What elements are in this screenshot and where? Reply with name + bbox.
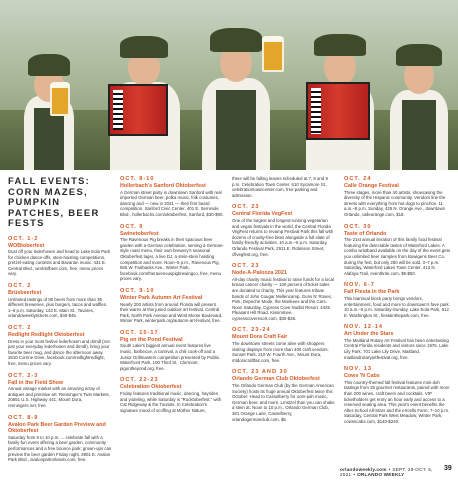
column-1 [8,176,112,469]
festival-photo [0,0,458,170]
event-date: OCT. 9 [120,223,144,230]
event-description: The downtown streets come alive with shoppers visiting displays from more than 400 craft vendors. Sunset Park, 210 W. Fourth Ave., Mount Dora, mtdoracraftfair.com, free. [232,341,329,363]
footer-paper: ORLANDO WEEKLY [357,472,405,477]
event-description: Dress in your most festive lederhosen and dirndl (not just your everyday lederhosen and dirndl), bring your favorite beer mug, and dance the afternoon away. 2810 Corrine Drive, facebook.com/redlightredlight, free, menu prices vary. [8,338,110,366]
event-title: Pig on the Pond Festival [120,336,183,343]
section-heading: FALL EVENTS: CORN MAZES, PUMPKIN PATCHES, BEER FESTS [8,175,100,228]
event-description: Dust off your lederhosen and head to Lake Eola Park for chicken dance-offs, stein-hoisting competitions, pretzel-eating contests and Bavarian music. 431 E. Central Blvd., worldofbeer.com, free, menu prices vary. [8,249,111,277]
event-description: South Lake's biggest annual event features live music, barbecue, a carnival, a chili cook-off and a Junior Grillmasters competition presented by Publix. Waterfront Park, 100 Third St., Clermont, pigonthepond.org, free. [120,343,221,371]
event-date: OCT. 1-2 [8,235,39,242]
event-description: Annual vintage market with an amazing array of antiques and primitive art. Renninger's Twin Markets, 20651 U.S. Highway 441, Mount Dora, renningers.net, free. [8,386,110,408]
column-2 [120,176,224,419]
event-entry [8,373,112,409]
event-date: OCT. 2 [8,283,32,290]
event-date: NOV. 6-7 [344,282,375,289]
event-entry [8,283,112,319]
event-date: OCT. 30 [344,223,372,230]
event-date: OCT. 8-9 [8,414,39,421]
event-title: Mount Dora Craft Fair [232,334,288,341]
event-title: Cows 'N Cabs [344,373,380,380]
event-title: Fall Fiesta in the Park [344,289,400,296]
event-title: Winter Park Autumn Art Festival [120,294,203,301]
event-title: Avalon Park Beer Garden Preview and Oktoberfest [8,421,106,435]
event-date: OCT. 8-10 [120,176,155,182]
event-title: Taste of Orlando [344,230,387,237]
event-title: Art Under the Stars [344,331,394,338]
event-title: Redlight Redlight Oktoberfest [8,332,85,339]
event-entry [8,325,112,367]
event-description: Three stages, more than 40 artists, showcasing the diversity of the Hispanic community. Vendors line the streets with everything from hot dogs to pinchos. 11 a.m.–8 p.m. Sunday, 425 N. Orange Ave., downtown Orlando, calleorange.com, $18. [344,189,446,217]
event-title: Orlando German Club Oktoberfest [232,376,320,383]
event-date: OCT. 2-3 [8,372,39,379]
event-title: Celebration Oktoberfest [120,384,182,391]
event-description: This biannual block party brings vendors, entertainment, food and more to downtown's fave park. 10 a.m.–5 p.m. Saturday-Sunday, Lake Eola Park, 512 E. Washington St., fiestainthepark.com, free. [344,295,450,318]
event-title: Central Florida VegFest [232,211,293,218]
beer-mug-raised [262,40,284,72]
event-entry [8,236,112,278]
event-title: Calle Orange Festival [344,183,399,189]
event-title: Brüsbeerfest [8,290,42,297]
event-entry [120,224,224,282]
event-entry [232,369,336,422]
accordion-icon [108,84,168,136]
event-entry [344,176,450,218]
photo-man-right [386,40,452,170]
event-description: The Maitland Rotary Art Festival has been entertaining Central Florida residents and visitors since 1976. Lake Lily Park, 701 Lake Lily Drive, Maitland, maitlandrotaryartfestival.org, free. [344,337,449,360]
event-title: Swinetoberfest [120,230,159,237]
event-entry [232,204,336,257]
event-date: NOV. 12-14 [344,324,384,331]
event-title: WOBtoberfest [8,242,45,249]
event-date: NOV. 13 [344,366,372,373]
event-entry [8,415,112,463]
event-entry [232,176,336,198]
event-description: Saturday from 5 to 10 p.m. ... celebrate fall with a family-fun event offering a beer garden, community performances and a free bounce park; grown-ups can preview the beer garden Friday night. 3801 E. Avalon Park Blvd., avalonparkorlando.com, free. [8,434,112,463]
page-footer: orlandoweekly.com • SEPT. 29-OCT. 5, 2021 • ORLANDO WEEKLY [340,467,433,477]
event-date: OCT. 9-10 [120,287,155,294]
event-description: This country-themed fall festival features mini-doh tastings from 25 gourmet restaurants, paired with more than 200 wines, craft beers and cocktails. VIP ticketholders get entry an hour early and access to a reserved seating area. This year's event benefits the After-School All-Stars and the eXcells Farm. 7–10 p.m. Saturday, Central Park West Meadow, Winter Park, cowsncabs.com, $140-$240. [344,379,450,424]
event-description: The 21st annual iteration of this family food festival featuring the delectable tastes of Waterford Lakes. A combo wristband available on the day of the event gets you unlimited beer samples from Bowigens Beer Co. during the fest, but only 250 will be sold. 3–7 p.m. Saturday, Waterford Lakes Town Center, 413 N. Alafaya Trail, eventbrite.com, $5-$50. [344,237,451,276]
event-description: The Ravenous Pig breaks in their spacious beer garden with a German celebration, serving a German-style roast menu, their own brewery's seasonal Oktoberfest lager, a live DJ, a stein-stein hoisting competition and more. Noon–5 p.m., Ravenous Pig, 565 W. Fairbanks Ave., Winter Park, facebook.com/theravenouspigbrewingco, free, menu prices vary. [120,237,224,282]
event-entry [232,263,336,321]
event-entry [120,377,224,413]
accordion-icon [306,82,370,140]
event-date: OCT. 24 [344,176,372,182]
column-4 [344,176,450,431]
event-date: OCT. 23 AND 30 [232,369,288,376]
column-3 [232,176,336,428]
event-date: OCT. 23 [232,263,260,270]
event-description: The Orlando German Club (by the German American Society) hosts its huge annual Oktoberfest twice this October. Head to Casselberry for oom-pah music, German beer, and more. Lrnstzel than you can shake a stein at. Noon to 10 p.m., Orlando German Club, 381 Orange Lane, Casselberry, orlandogermanclub.com, $5. [232,383,335,422]
event-entry [232,327,336,363]
event-date: OCT. 23-24 [232,327,271,334]
event-entry [120,176,224,218]
event-date: OCT. 22-23 [120,377,159,384]
event-description: All-day charity music festival to raise funds for a local breast cancer charity — 100 percent of ticket sales are donated to charity. This year features tribute bands of John Cougar Mellencamp, Guns N' Roses, Pink, Depeche Mode, the Monkees and the Cars. Noon Saturday, Cypress Cove Nudist Resort, 4425 Pleasant Hill Road, Kissimmee, cypresscoveresort.com, $30-$35. [232,276,334,321]
event-description: Friday features traditional music, dancing, hayrides and yodeling, while Saturday is "Rocktoberfest," with Cat Ridgeway & the Tourists. In Celebration's signature mood of scoffing at Mother Nature, [120,391,222,413]
event-title: Fall in the Field Show [8,379,64,386]
event-description: there will be falling leaves scheduled at 7, 8 and 9 p.m. Celebration Town Center, 610 Sycamore St., celebrationtowncenter.com, free parking and admission. [232,176,328,198]
event-title: Hollerbach's Sanford Oktoberfest [120,183,206,189]
event-entry [344,324,450,360]
beer-mug-left [50,86,70,116]
event-entry [120,330,224,372]
event-entry [120,288,224,324]
event-description: Unlimited tastings of 80 beers from more than 35 different breweries, plus burgers, tacos and waffles. 1–6 p.m. Saturday, 143 E. Main St., Tavares, orlandoweeklytickets.com, $40-$45. [8,296,108,319]
event-date: OCT. 15-17 [120,329,159,336]
event-description: One of the largest and longest-running vegetarian and vegan festivals in the world, the Central Florida VegFest returns to revamp Festival Park this fall with dozens of cruelty-free bites alongside a full slate of family-friendly activities. 10 a.m.–6 p.m. Saturday, Orlando Festival Park, 2911 E. Robinson Street, cflvegfest.org, free. [232,217,334,257]
page-number: 39 [444,465,452,472]
event-date: OCT. 2 [8,325,32,332]
event-entry [344,366,450,424]
event-entry [344,282,450,318]
event-title: Node-A-Palooza 2021 [232,270,287,277]
event-description: A German street party in downtown Sanford with real imported German beer, polka music, folk costumes, dancing and — new in 2021 — their first beard competition. Sanford Civic Center, 401 E. Seminole Blvd., hollerbachs.com/oktoberfest, Sanford, $30-$90. [120,189,224,217]
event-date: OCT. 23 [232,204,260,211]
event-entry [344,224,450,277]
footer-site[interactable]: orlandoweekly.com [340,467,387,472]
footer-dates: SEPT. 29-OCT. 5, 2021 [340,467,433,477]
event-description: Nearly 200 artists from around Florida will present their wares at this juried outdoor art festival. Central Park, North Park Avenue and West Morse Boulevard, Winter Park, winterpark.org/autumn-art-festival, free. [120,301,223,324]
